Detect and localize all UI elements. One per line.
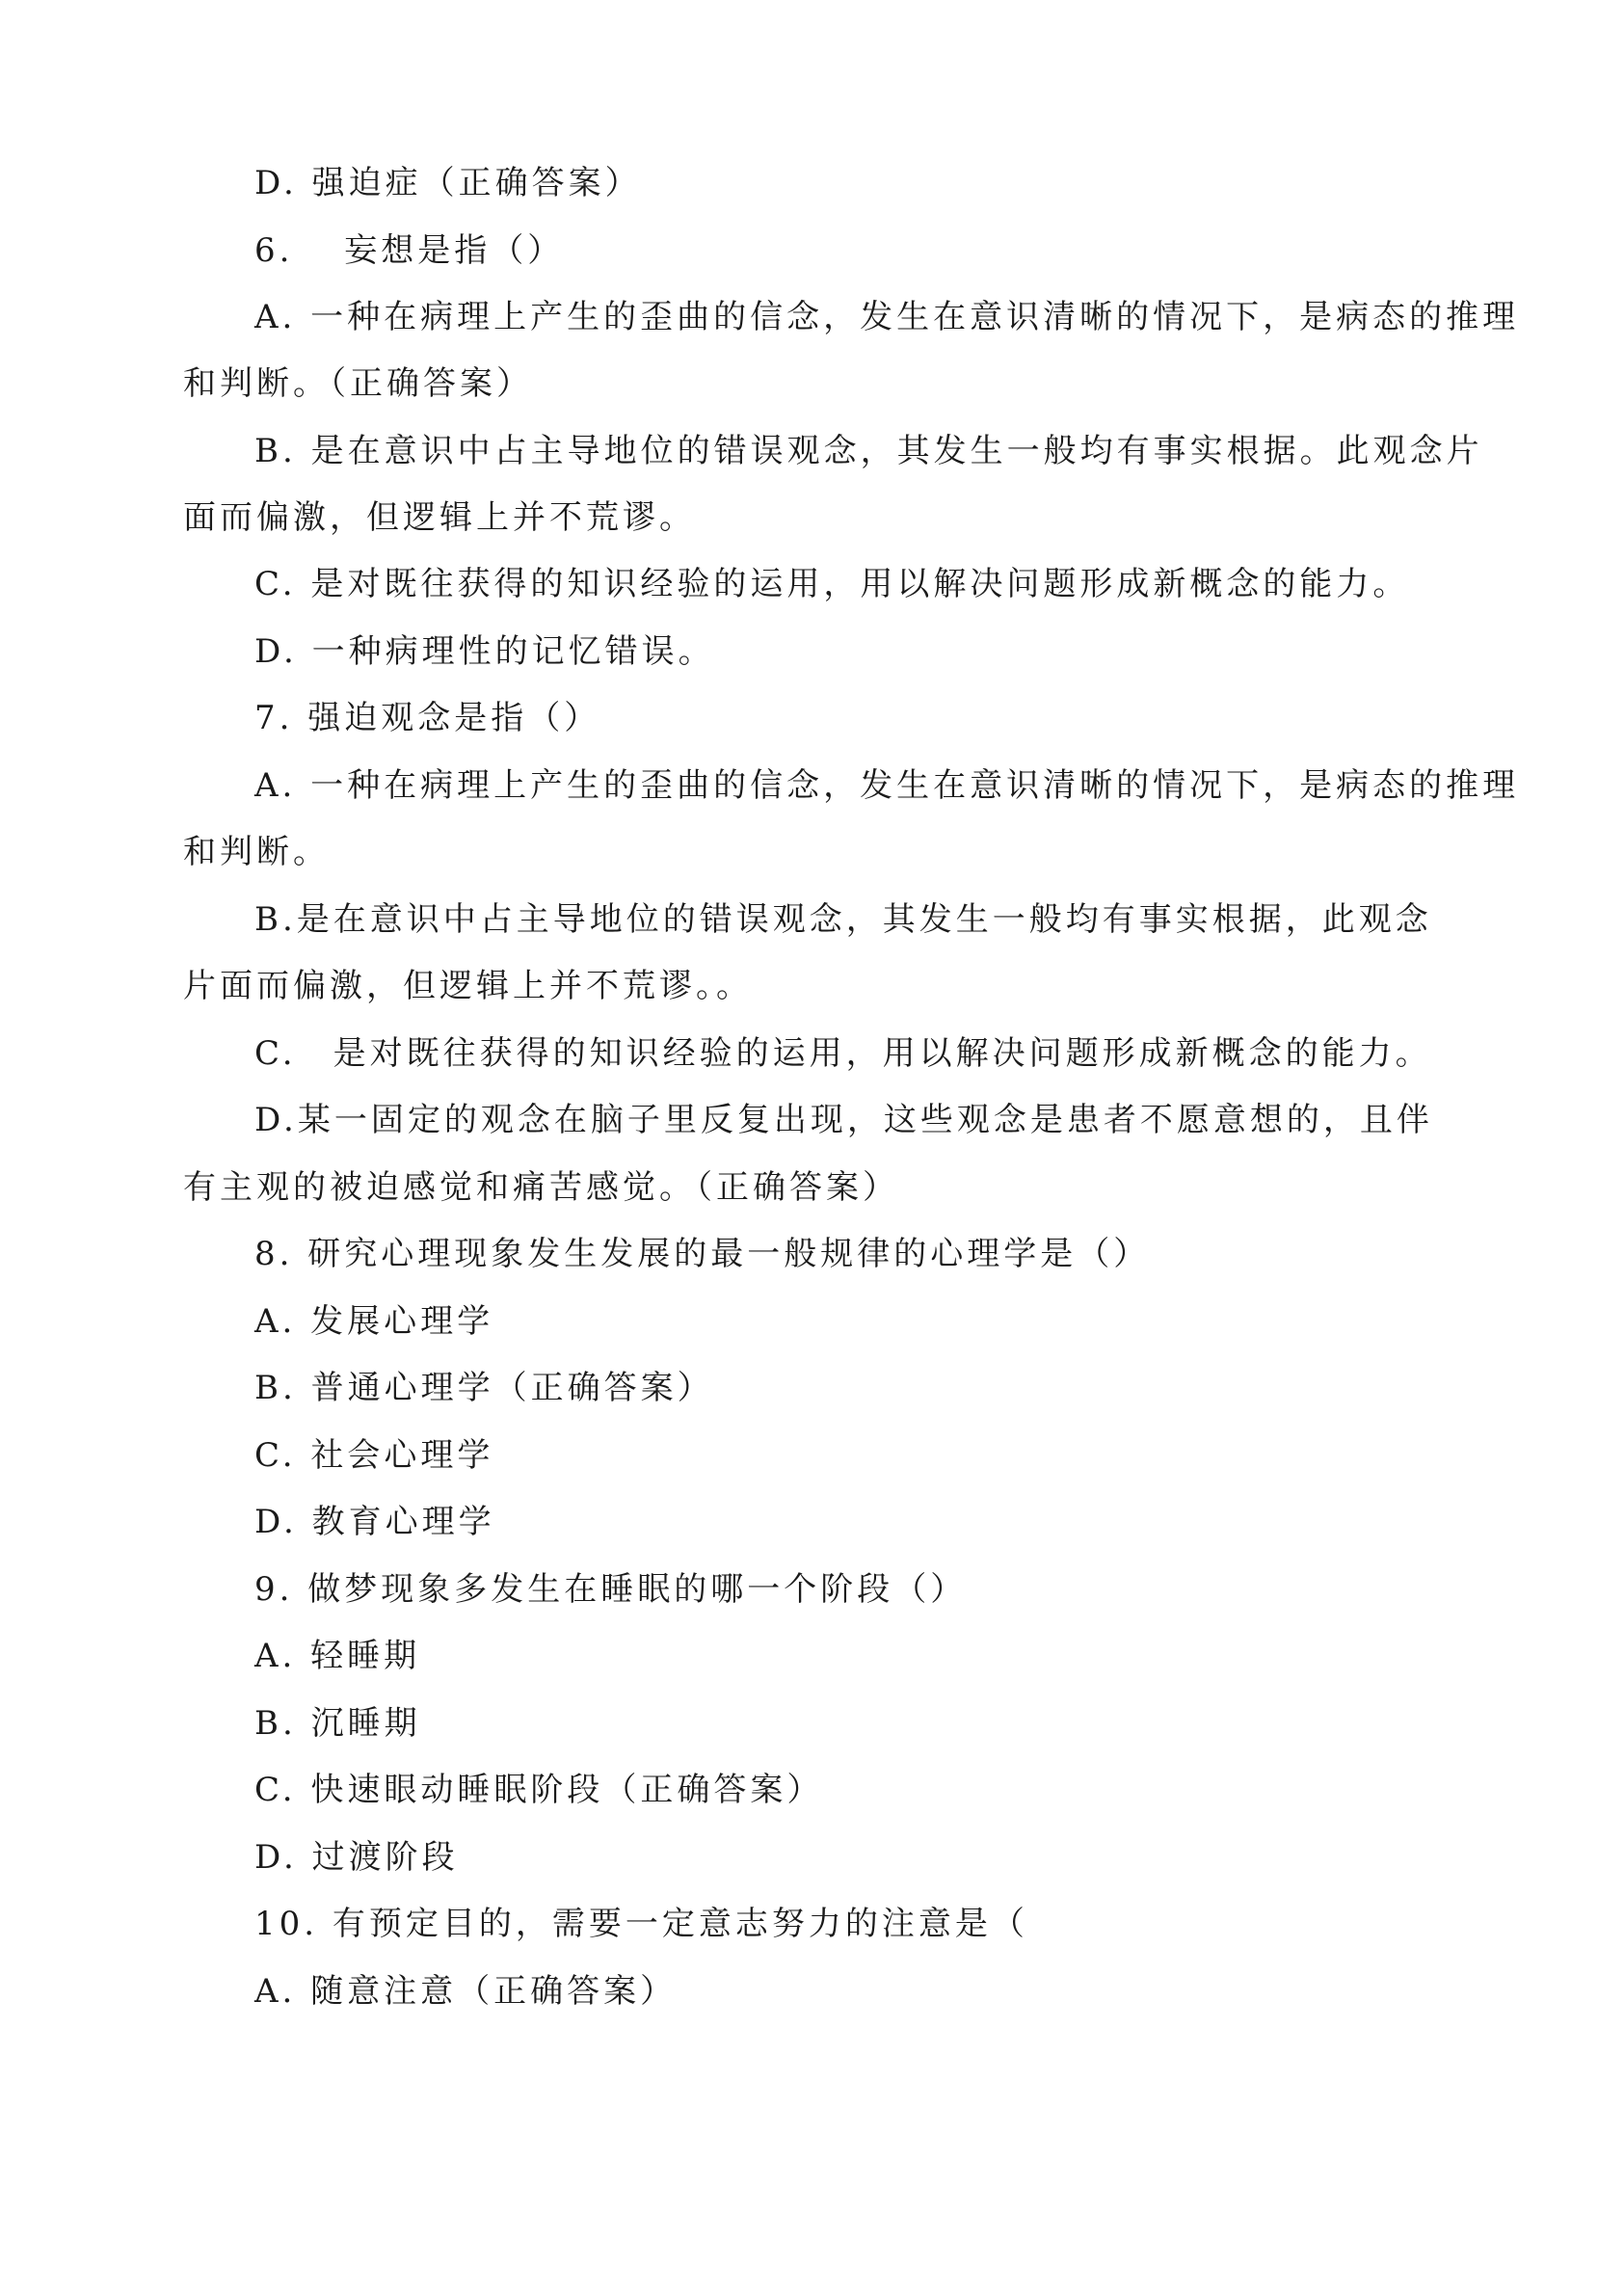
- q8-stem: 8. 研究心理现象发生发展的最一般规律的心理学是（）: [254, 1235, 1151, 1273]
- q7-option-a-line1: A. 一种在病理上产生的歪曲的信念，发生在意识清晰的情况下，是病态的推理: [254, 766, 1520, 805]
- q5-option-d: D. 强迫症（正确答案）: [254, 164, 642, 202]
- q7-option-d-line2: 有主观的被迫感觉和痛苦感觉。（正确答案）: [183, 1168, 899, 1207]
- q9-stem: 9. 做梦现象多发生在睡眠的哪一个阶段（）: [254, 1570, 968, 1609]
- q6-option-a-line1: A. 一种在病理上产生的歪曲的信念，发生在意识清晰的情况下，是病态的推理: [254, 298, 1520, 336]
- q6-stem: 6. 妄想是指（）: [254, 231, 565, 270]
- q9-option-d: D. 过渡阶段: [254, 1838, 459, 1877]
- q7-option-b-line2: 片面而偏激，但逻辑上并不荒谬。。: [183, 967, 753, 1005]
- q7-option-d-line1: D.某一固定的观念在脑子里反复出现，这些观念是患者不愿意想的，且伴: [254, 1101, 1433, 1139]
- q7-option-c: C. 是对既往获得的知识经验的运用，用以解决问题形成新概念的能力。: [254, 1034, 1432, 1073]
- q6-option-b-line1: B. 是在意识中占主导地位的错误观念，其发生一般均有事实根据。此观念片: [254, 432, 1483, 470]
- q6-option-d: D. 一种病理性的记忆错误。: [254, 632, 715, 671]
- q8-option-a: A. 发展心理学: [254, 1302, 494, 1341]
- q8-option-d: D. 教育心理学: [254, 1503, 495, 1541]
- q8-option-c: C. 社会心理学: [254, 1436, 494, 1475]
- q10-option-a: A. 随意注意（正确答案）: [254, 1972, 678, 2011]
- q6-option-b-line2: 面而偏激，但逻辑上并不荒谬。: [183, 498, 696, 537]
- q9-option-c: C. 快速眼动睡眠阶段（正确答案）: [254, 1771, 824, 1809]
- q6-option-a-line2: 和判断。（正确答案）: [183, 364, 533, 403]
- q6-option-c: C. 是对既往获得的知识经验的运用，用以解决问题形成新概念的能力。: [254, 565, 1410, 603]
- q7-stem: 7. 强迫观念是指（）: [254, 699, 601, 737]
- q9-option-a: A. 轻睡期: [254, 1637, 421, 1675]
- q7-option-b-line1: B.是在意识中占主导地位的错误观念，其发生一般均有事实根据，此观念: [254, 900, 1432, 939]
- q9-option-b: B. 沉睡期: [254, 1704, 421, 1743]
- q7-option-a-line2: 和判断。: [183, 833, 330, 871]
- q8-option-b: B. 普通心理学（正确答案）: [254, 1369, 714, 1407]
- q10-stem: 10. 有预定目的，需要一定意志努力的注意是（: [254, 1905, 1028, 1943]
